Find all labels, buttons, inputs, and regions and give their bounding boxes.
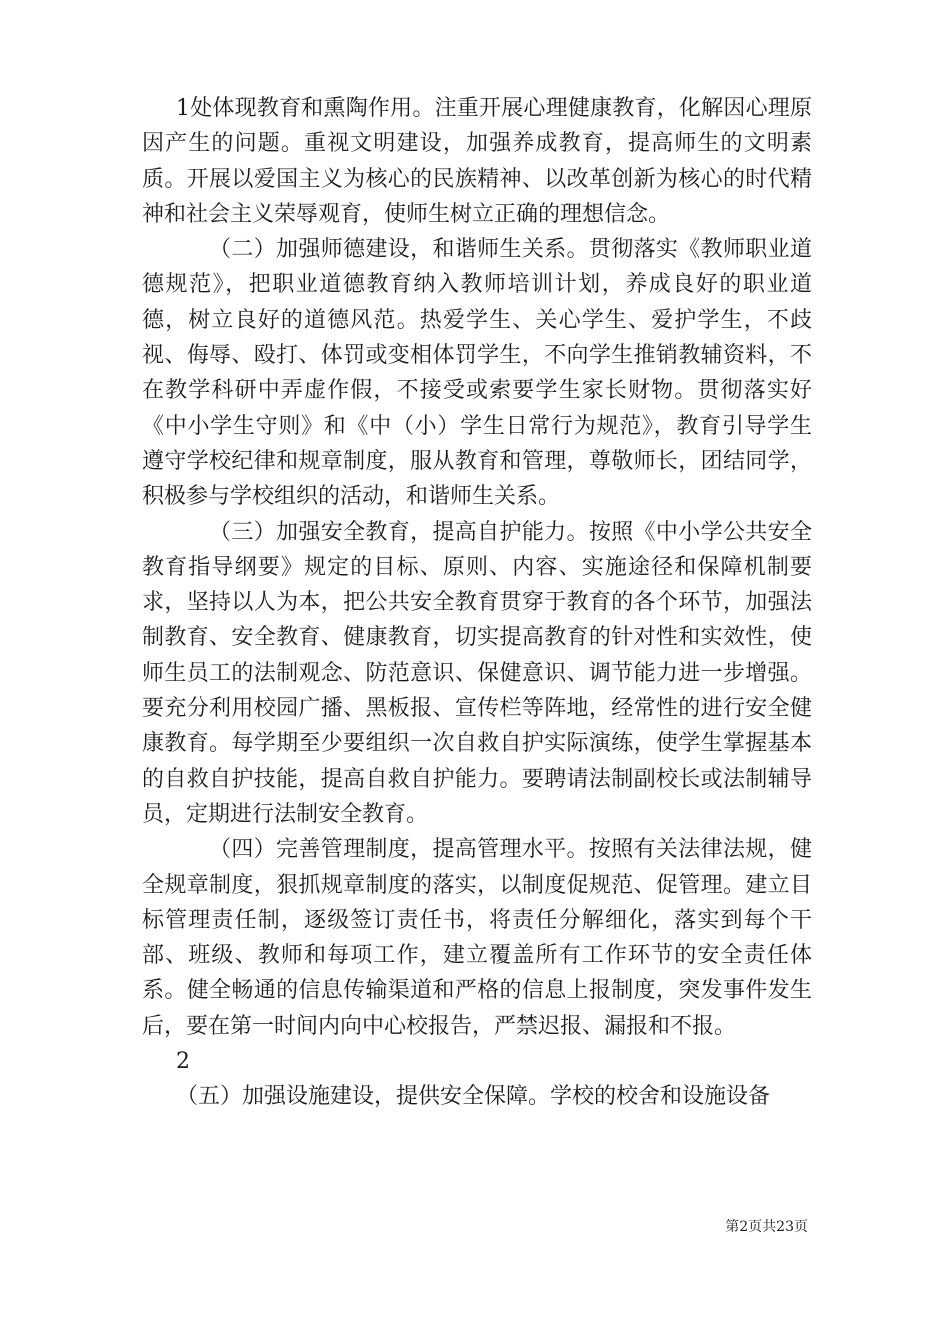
paragraph-management-system: （四）完善管理制度，提高管理水平。按照有关法律法规，健全规章制度，狠抓规章制度的落实，以制度促规范、促管理。建立目标管理责任制，逐级签订责任书，将责任分解细化，落实到每个干部、班级、教师和每项工作，建立覆盖所有工作环节的安全责任体系。健全畅通的信息传输渠道和严格的信息上报制度，突发事件发生后，要在第一时间内向中心校报告，严禁迟报、漏报和不报。	[142, 837, 812, 1039]
inline-page-marker: 2	[176, 1049, 190, 1075]
paragraph-moral-education: 1处体现教育和熏陶作用。注重开展心理健康教育，化解因心理原因产生的问题。重视文明建设，加强养成教育，提高师生的文明素质。开展以爱国主义为核心的民族精神、以改革创新为核心的时代精神和社会主义荣辱观育，使师生树立正确的理想信念。	[142, 96, 812, 227]
paragraph-safety-education: （三）加强安全教育，提高自护能力。按照《中小学公共安全教育指导纲要》规定的目标、原则、内容、实施途径和保障机制要求，坚持以人为本，把公共安全教育贯穿于教育的各个环节，加强法制教育、安全教育、健康教育，切实提高教育的针对性和实效性，使师生员工的法制观念、防范意识、保健意识、调节能力进一步增强。要充分利用校园广播、黑板报、宣传栏等阵地，经常性的进行安全健康教育。每学期至少要组织一次自救自护实际演练，使学生掌握基本的自救自护技能，提高自救自护能力。要聘请法制副校长或法制辅导员，定期进行法制安全教育。	[142, 519, 812, 827]
paragraph-teacher-ethics: （二）加强师德建设，和谐师生关系。贯彻落实《教师职业道德规范》，把职业道德教育纳入教师培训计划，养成良好的职业道德，树立良好的道德风范。热爱学生、关心学生、爱护学生，不歧视、侮辱、殴打、体罚或变相体罚学生，不向学生推销教辅资料，不在教学科研中弄虚作假，不接受或索要学生家长财物。贯彻落实好《中小学生守则》和《中（小）学生日常行为规范》，教育引导学生遵守学校纪律和规章制度，服从教育和管理，尊敬师长，团结同学，积极参与学校组织的活动，和谐师生关系。	[142, 237, 812, 510]
page-number-footer: 第2页共23页	[725, 1219, 808, 1235]
paragraph-facility-construction: （五）加强设施建设，提供安全保障。学校的校舍和设施设备	[176, 1084, 771, 1110]
document-body	[142, 91, 812, 1115]
